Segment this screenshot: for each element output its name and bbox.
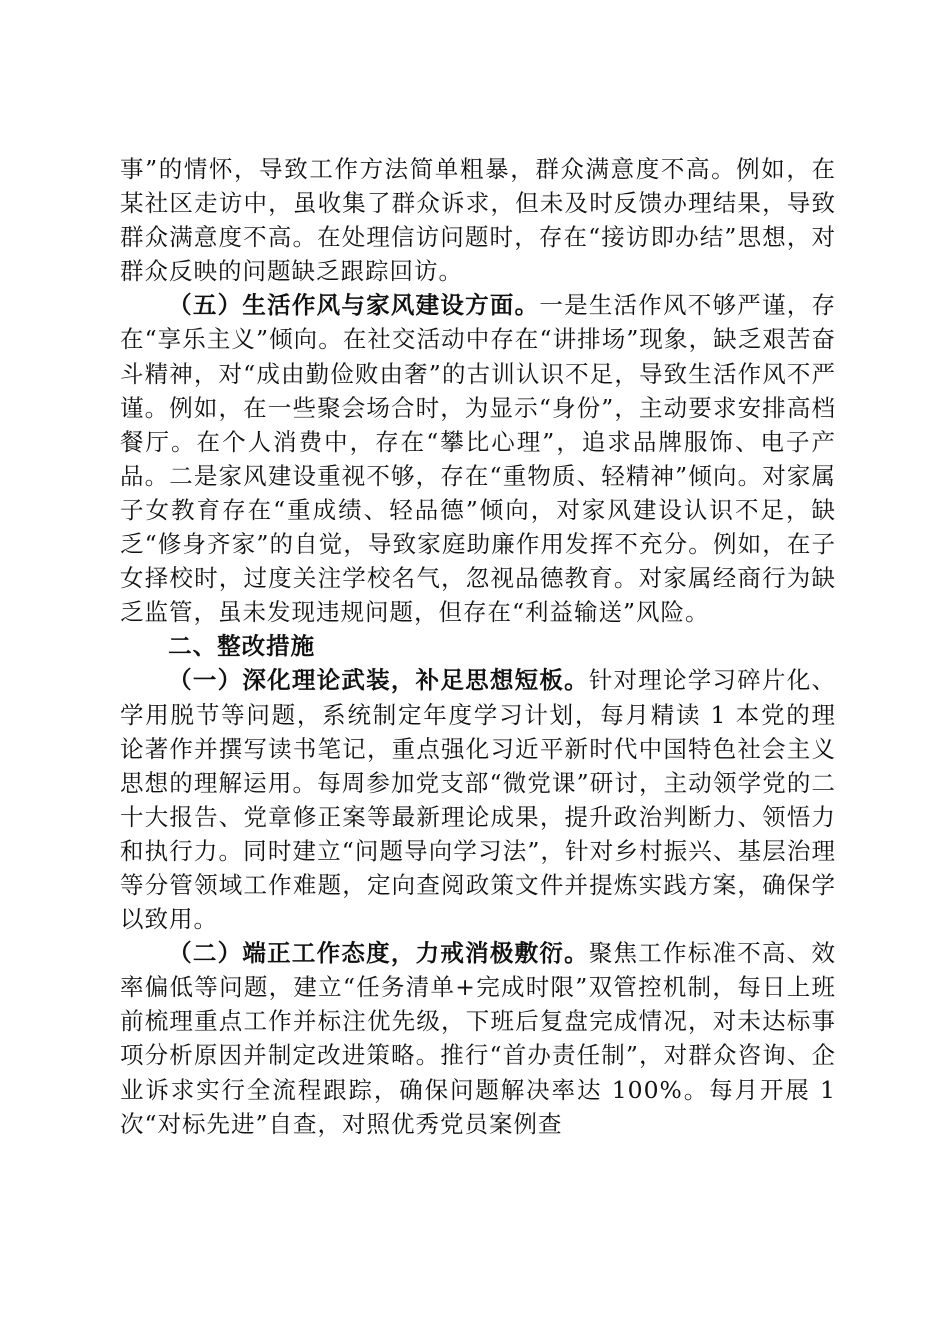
document-body — [120, 152, 836, 1141]
paragraph-theory-study — [120, 663, 836, 936]
paragraph-heading-lifestyle-family: （五）生活作风与家风建设方面。 — [168, 291, 540, 320]
paragraph-body-theory-study: 针对理论学习碎片化、学用脱节等问题，系统制定年度学习计划，每月精读 1 本党的理论著作并撰写读书笔记，重点强化习近平新时代中国特色社会主义思想的理解运用。每周参加党支部“微党课”研讨，主动领学党的二十大报告、党章修正案等最新理论成果，提升政治判断力、领悟力和执行力。同时建立“问题导向学习法”，针对乡村振兴、基层治理等分管领域工作难题，定向查阅政策文件并提炼实践方案，确保学以致用。 — [120, 666, 837, 934]
paragraph-heading-theory-study: （一）深化理论武装，补足思想短板。 — [168, 666, 589, 695]
paragraph-heading-work-attitude: （二）端正工作态度，力戒消极敷衍。 — [168, 939, 589, 968]
paragraph-body-lifestyle-family: 一是生活作风不够严谨，存在“享乐主义”倾向。在社交活动中存在“讲排场”现象，缺乏艰苦奋斗精神，对“成由勤俭败由奢”的古训认识不足，导致生活作风不严谨。例如，在一些聚会场合时，为显示“身份”，主动要求安排高档餐厅。在个人消费中，存在“攀比心理”，追求品牌服饰、电子产品。二是家风建设重视不够，存在“重物质、轻精神”倾向。对家属子女教育存在“重成绩、轻品德”倾向，对家风建设认识不足，缺乏“修身齐家”的自觉，导致家庭助廉作用发挥不充分。例如，在子女择校时，过度关注学校名气，忽视品德教育。对家属经商行为缺乏监管，虽未发现违规问题，但存在“利益输送”风险。 — [120, 291, 837, 627]
paragraph-work-attitude — [120, 936, 836, 1141]
paragraph-lifestyle-family — [120, 288, 836, 629]
section-heading-rectification: 二、整改措施 — [168, 632, 316, 661]
paragraph-continuation: 事”的情怀，导致工作方法简单粗暴，群众满意度不高。例如，在某社区走访中，虽收集了群众诉求，但未及时反馈办理结果，导致群众满意度不高。在处理信访问题时，存在“接访即办结”思想，对群众反映的问题缺乏跟踪回访。 — [120, 155, 836, 286]
paragraph-body-work-attitude: 聚焦工作标准不高、效率偏低等问题，建立“任务清单+完成时限”双管控机制，每日上班前梳理重点工作并标注优先级，下班后复盘完成情况，对未达标事项分析原因并制定改进策略。推行“首办责任制”，对群众咨询、企业诉求实行全流程跟踪，确保问题解决率达 100%。每月开展 1 次“对标先进”自查，对照优秀党员案例查 — [120, 939, 837, 1138]
